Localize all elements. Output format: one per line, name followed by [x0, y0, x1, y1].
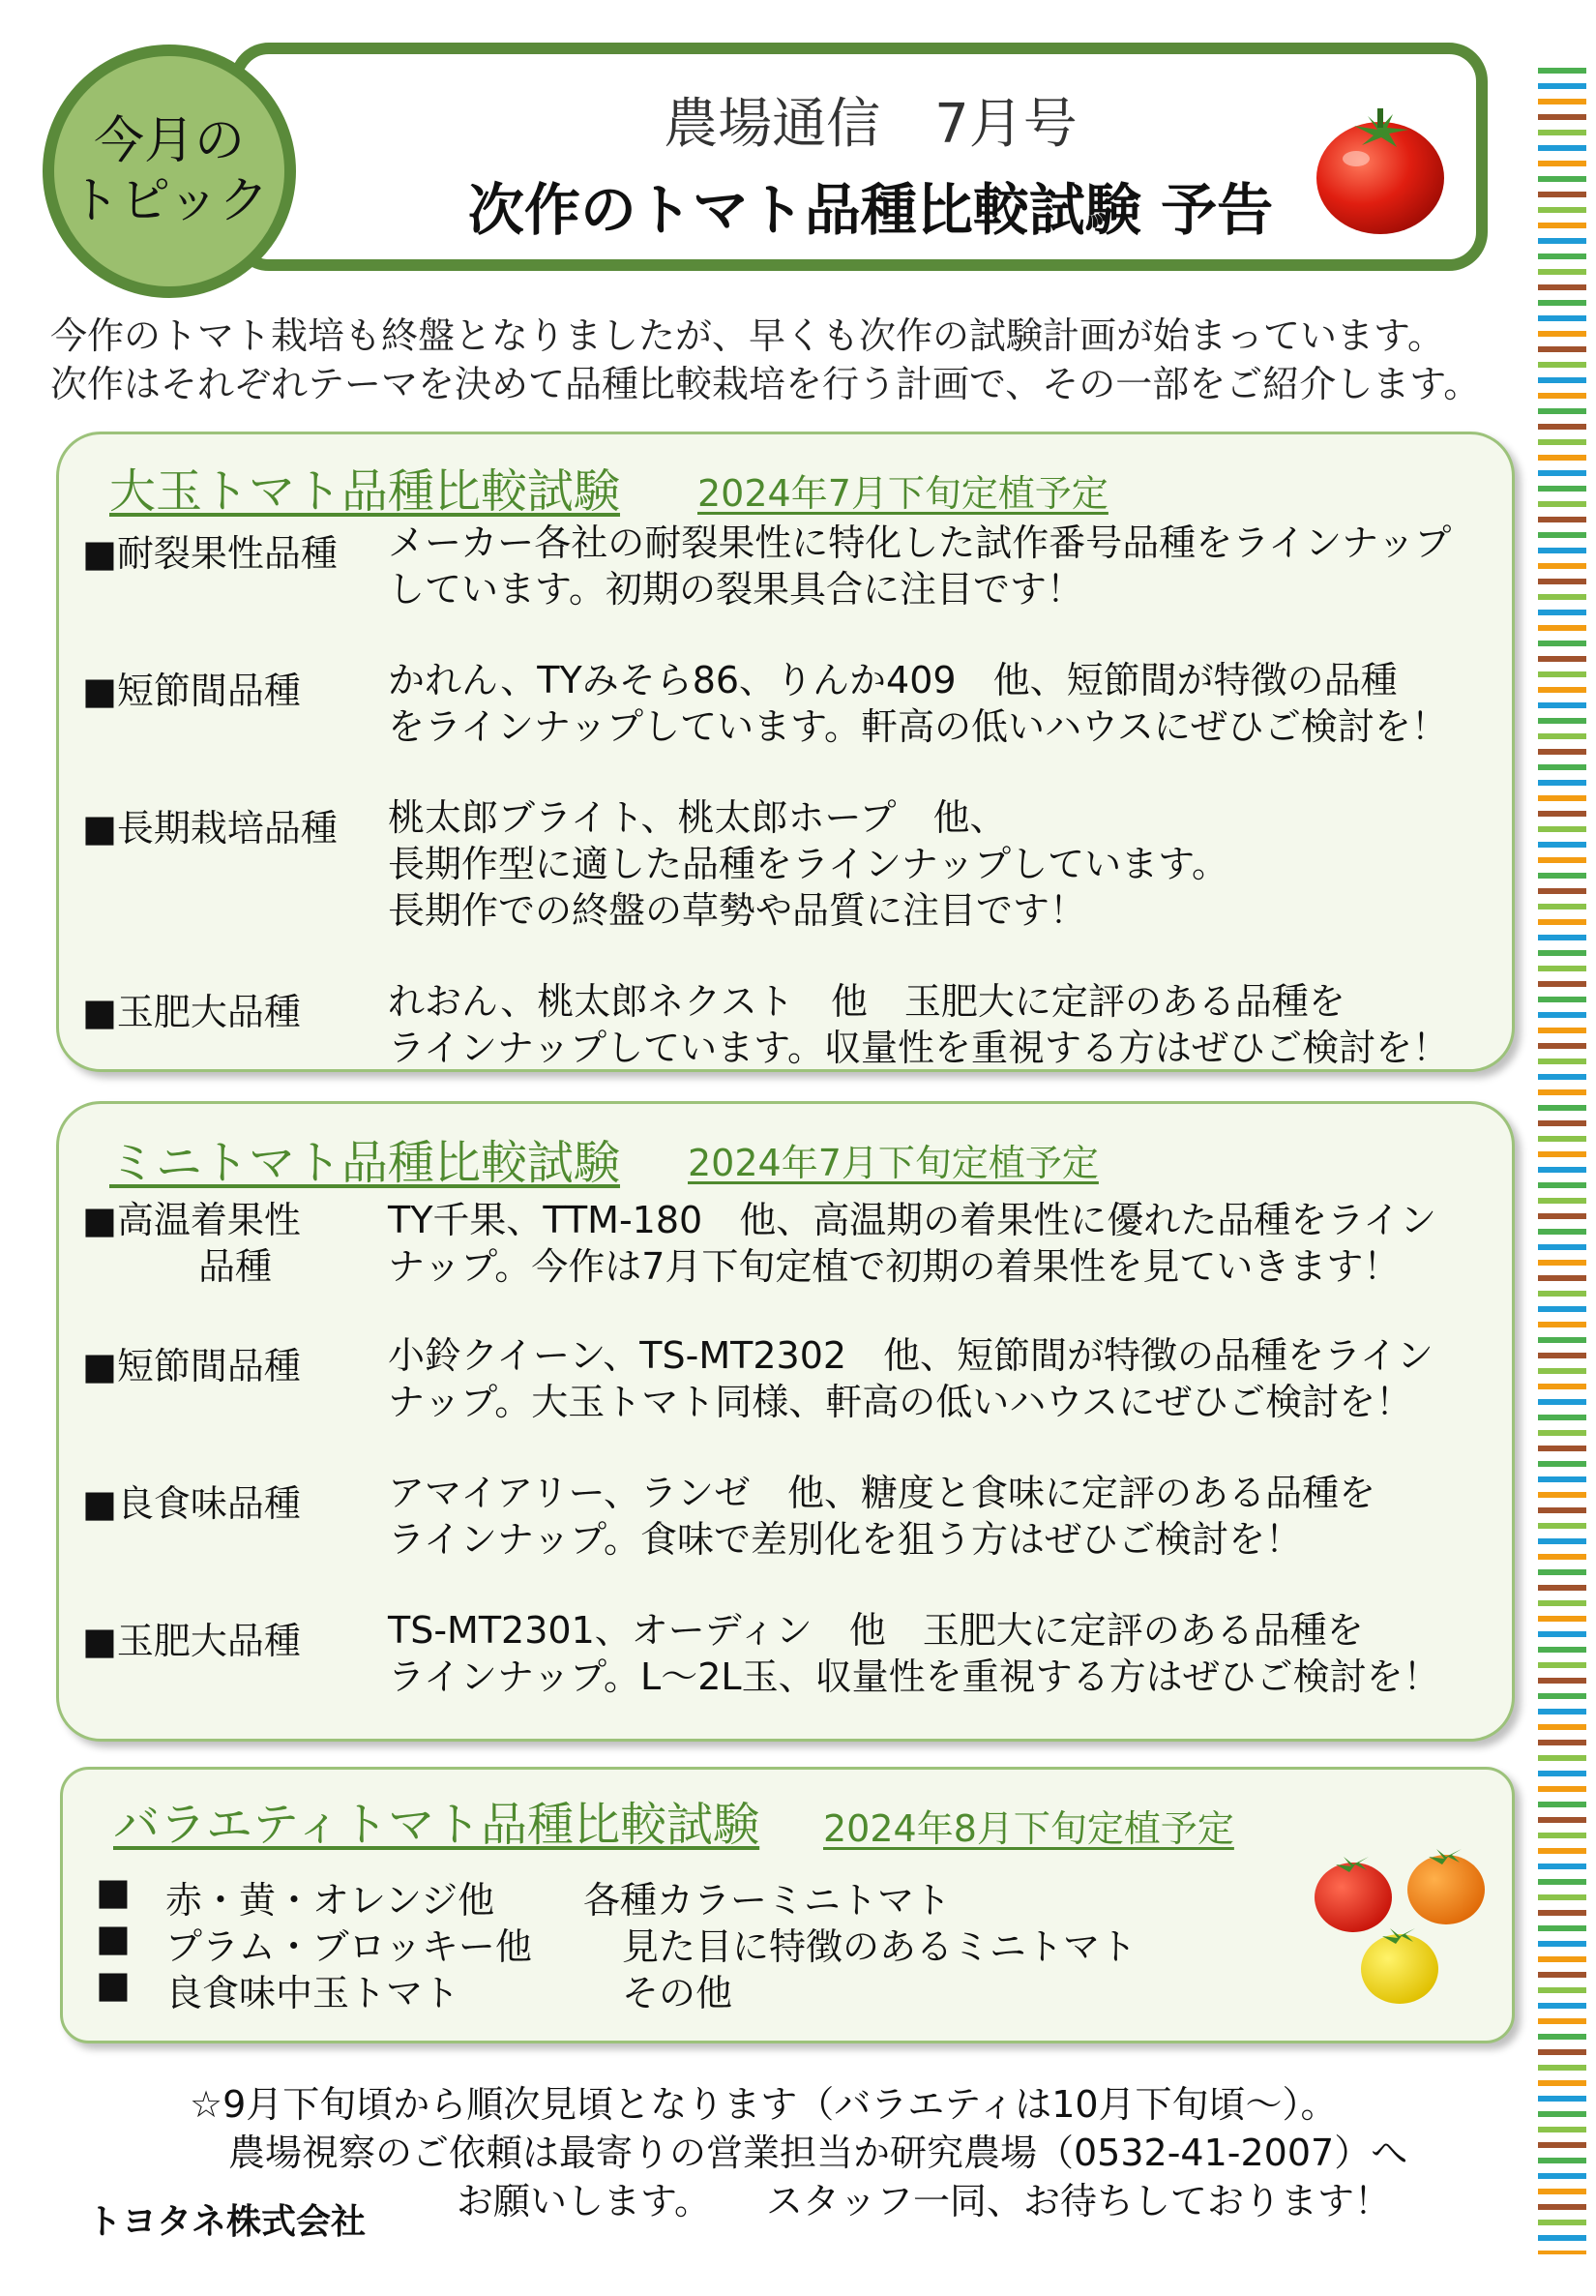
stripe	[1538, 1848, 1586, 1854]
item-label: ■玉肥大品種	[82, 1620, 301, 1662]
stripe	[1538, 2158, 1586, 2163]
stripe	[1538, 192, 1586, 197]
stripe	[1538, 1244, 1586, 1250]
intro-line2: 次作はそれぞれテーマを決めて品種比較栽培を行う計画で、その一部をご紹介します。	[50, 363, 1481, 405]
stripe	[1538, 1941, 1586, 1947]
stripe	[1538, 795, 1586, 801]
stripe	[1538, 1430, 1586, 1436]
stripe	[1538, 656, 1586, 662]
stripe	[1538, 842, 1586, 848]
stripe	[1538, 1182, 1586, 1188]
stripe	[1538, 1585, 1586, 1591]
stripe	[1538, 1384, 1586, 1389]
stripe	[1538, 269, 1586, 275]
stripe	[1538, 2127, 1586, 2132]
stripe	[1538, 1167, 1586, 1173]
section-date: 2024年7月下旬定植予定	[697, 472, 1108, 515]
section-date: 2024年7月下旬定植予定	[688, 1142, 1099, 1184]
stripe	[1538, 594, 1586, 600]
yellow-tomato-icon	[1361, 1928, 1438, 2004]
stripe	[1538, 2189, 1586, 2194]
stripe	[1538, 315, 1586, 321]
stripe	[1538, 1662, 1586, 1668]
stripe	[1538, 223, 1586, 228]
item-desc: 桃太郎ブライト、桃太郎ホープ 他、 長期作型に適した品種をラインナップしています。 長期作での終盤の草勢や品質に注目です！	[388, 796, 1229, 932]
stripe	[1538, 919, 1586, 925]
stripe	[1538, 331, 1586, 337]
stripe	[1538, 981, 1586, 987]
stripe	[1538, 2204, 1586, 2210]
section-mini-tomato	[56, 1101, 1515, 1742]
stripe	[1538, 362, 1586, 368]
item-label: ■耐裂果性品種	[82, 532, 338, 575]
stripe	[1538, 548, 1586, 553]
stripe	[1538, 1600, 1586, 1606]
stripe	[1538, 625, 1586, 631]
badge-line2: トピック	[70, 172, 269, 230]
stripe	[1538, 253, 1586, 259]
stripe	[1538, 1910, 1586, 1916]
stripe	[1538, 2034, 1586, 2040]
stripe	[1538, 1833, 1586, 1838]
stripe	[1538, 610, 1586, 615]
stripe	[1538, 2142, 1586, 2148]
stripe	[1538, 470, 1586, 476]
stripe	[1538, 1213, 1586, 1219]
stripe	[1538, 145, 1586, 151]
stripe	[1538, 1507, 1586, 1513]
stripe	[1538, 1353, 1586, 1358]
stripe	[1538, 718, 1586, 724]
stripe	[1538, 1151, 1586, 1157]
item-label: ■高温着果性 品種	[82, 1199, 301, 1288]
stripe	[1538, 702, 1586, 708]
stripe	[1538, 1120, 1586, 1126]
stripe	[1538, 764, 1586, 770]
stripe	[1538, 780, 1586, 786]
list-item: ■ プラム・ブロッキー他 見た目に特徴のあるミニトマト	[96, 1917, 1138, 1968]
stripe	[1538, 811, 1586, 817]
stripe	[1538, 130, 1586, 135]
stripe	[1538, 888, 1586, 894]
stripe	[1538, 439, 1586, 445]
stripe	[1538, 1569, 1586, 1575]
item-desc: TY千果、TTM-180 他、高温期の着果性に優れた品種をライン ナップ。今作は7月下旬定植で初期の着果性を見ていきます！	[388, 1199, 1437, 1288]
stripe	[1538, 2220, 1586, 2225]
stripe	[1538, 1817, 1586, 1823]
stripe	[1538, 83, 1586, 89]
stripe	[1538, 1771, 1586, 1776]
stripe	[1538, 1492, 1586, 1498]
stripe	[1538, 68, 1586, 74]
stripe	[1538, 1538, 1586, 1544]
stripe	[1538, 1879, 1586, 1885]
item-desc: メーカー各社の耐裂果性に特化した試作番号品種をラインナップ しています。初期の裂果具合に注目です！	[388, 522, 1452, 611]
stripe	[1538, 1647, 1586, 1653]
stripe	[1538, 1693, 1586, 1699]
stripe	[1538, 1043, 1586, 1049]
stripe	[1538, 1028, 1586, 1033]
stripe	[1538, 1616, 1586, 1622]
headline: 次作のトマト品種比較試験 予告	[467, 177, 1274, 243]
stripe	[1538, 1476, 1586, 1482]
item-label: ■短節間品種	[82, 670, 301, 712]
stripe	[1538, 1925, 1586, 1931]
stripe	[1538, 1678, 1586, 1684]
stripe	[1538, 238, 1586, 244]
stripe	[1538, 1864, 1586, 1869]
stripe	[1538, 1709, 1586, 1715]
stripe	[1538, 1322, 1586, 1327]
stripe	[1538, 1229, 1586, 1235]
item-desc: TS-MT2301、オーディン 他 玉肥大に定評のある品種を ラインナップ。L～2L玉、収量性を重視する方はぜひご検討を！	[388, 1609, 1440, 1698]
stripe	[1538, 455, 1586, 461]
orange-tomato-icon	[1407, 1849, 1485, 1924]
stripe	[1538, 1972, 1586, 1978]
stripe	[1538, 966, 1586, 971]
stripe	[1538, 1306, 1586, 1312]
company-name: トヨタネ株式会社	[87, 2202, 367, 2242]
stripe	[1538, 641, 1586, 646]
stripe	[1538, 517, 1586, 522]
stripe	[1538, 300, 1586, 306]
section-date: 2024年8月下旬定植予定	[823, 1807, 1234, 1850]
section-title: 大玉トマト品種比較試験	[109, 464, 621, 519]
stripe	[1538, 563, 1586, 569]
stripe	[1538, 2251, 1586, 2254]
stripe	[1538, 1291, 1586, 1297]
stripe	[1538, 1337, 1586, 1343]
stripe	[1538, 2173, 1586, 2179]
stripe	[1538, 873, 1586, 879]
topic-badge	[43, 45, 296, 298]
stripe	[1538, 114, 1586, 120]
stripe	[1538, 2096, 1586, 2102]
item-desc: かれん、TYみそら86、りんか409 他、短節間が特徴の品種 をラインナップしています。軒高の低いハウスにぜひご検討を！	[388, 659, 1448, 748]
red-tomato-icon	[1315, 1857, 1392, 1932]
stripe	[1538, 176, 1586, 182]
stripe	[1538, 1074, 1586, 1080]
stripe	[1538, 1105, 1586, 1111]
stripe	[1538, 579, 1586, 584]
stripe	[1538, 857, 1586, 863]
item-desc: れおん、桃太郎ネクスト 他 玉肥大に定評のある品種を ラインナップしています。収量性を重視する方はぜひご検討を！	[388, 980, 1450, 1069]
stripe	[1538, 1523, 1586, 1529]
stripe	[1538, 1786, 1586, 1792]
stripe	[1538, 1059, 1586, 1064]
stripe	[1538, 2018, 1586, 2024]
stripe	[1538, 1461, 1586, 1467]
stripe	[1538, 2080, 1586, 2086]
stripe	[1538, 2065, 1586, 2071]
stripe	[1538, 1136, 1586, 1142]
stripe	[1538, 532, 1586, 538]
stripe	[1538, 207, 1586, 213]
stripe	[1538, 671, 1586, 677]
stripe	[1538, 377, 1586, 383]
stripe	[1538, 1740, 1586, 1745]
stripe	[1538, 2003, 1586, 2009]
stripe	[1538, 1368, 1586, 1374]
stripe	[1538, 1755, 1586, 1761]
footer-line2: 農場視察のご依頼は最寄りの営業担当か研究農場（0532-41-2007）へ	[228, 2132, 1408, 2174]
stripe	[1538, 1802, 1586, 1807]
stripe	[1538, 1894, 1586, 1900]
item-label: ■良食味品種	[82, 1482, 301, 1525]
stripe	[1538, 1415, 1586, 1420]
tomato-icon	[1308, 99, 1453, 244]
stripe	[1538, 424, 1586, 430]
stripe	[1538, 1275, 1586, 1281]
item-desc: 小鈴クイーン、TS-MT2302 他、短節間が特徴の品種をライン ナップ。大玉トマト同様、軒高の低いハウスにぜひご検討を！	[388, 1334, 1433, 1423]
stripe	[1538, 486, 1586, 492]
stripe	[1538, 1956, 1586, 1962]
item-desc: アマイアリー、ランゼ 他、糖度と食味に定評のある品種を ラインナップ。食味で差別化を狙う方はぜひご検討を！	[388, 1472, 1376, 1561]
stripe	[1538, 393, 1586, 399]
footer-line1: ☆9月下旬頃から順次見頃となります（バラエティは10月下旬頃～）。	[190, 2083, 1338, 2126]
stripe	[1538, 161, 1586, 166]
stripe	[1538, 2235, 1586, 2241]
item-label: ■長期栽培品種	[82, 807, 338, 850]
stripe	[1538, 935, 1586, 940]
stripe	[1538, 950, 1586, 956]
small-tomatoes	[1311, 1826, 1494, 2010]
section-variety-tomato	[60, 1767, 1515, 2043]
stripe	[1538, 1554, 1586, 1560]
stripe	[1538, 733, 1586, 739]
newsletter-title: 農場通信 7月号	[664, 93, 1078, 156]
stripe	[1538, 2111, 1586, 2117]
stripe	[1538, 501, 1586, 507]
badge-line1: 今月の	[93, 112, 245, 170]
stripe	[1538, 1012, 1586, 1018]
footer-line3: お願いします。 スタッフ一同、お待ちしております！	[457, 2180, 1391, 2222]
item-label: ■短節間品種	[82, 1345, 301, 1387]
stripe	[1538, 1089, 1586, 1095]
list-item: ■ 赤・黄・オレンジ他 各種カラーミニトマト	[96, 1870, 952, 1922]
list-item: ■ 良食味中玉トマト その他	[96, 1963, 733, 2014]
section-title: バラエティトマト品種比較試験	[113, 1798, 760, 1852]
stripe	[1538, 284, 1586, 290]
stripe	[1538, 1631, 1586, 1637]
stripe	[1538, 687, 1586, 693]
stripe	[1538, 1987, 1586, 1993]
stripe	[1538, 997, 1586, 1002]
section-large-tomato	[56, 432, 1515, 1072]
stripe	[1538, 1260, 1586, 1266]
intro-line1: 今作のトマト栽培も終盤となりましたが、早くも次作の試験計画が始まっています。	[50, 314, 1444, 357]
item-label: ■玉肥大品種	[82, 991, 301, 1033]
decorative-stripes	[1538, 68, 1586, 2254]
stripe	[1538, 826, 1586, 832]
stripe	[1538, 1198, 1586, 1204]
stripe	[1538, 1446, 1586, 1451]
stripe	[1538, 408, 1586, 414]
stripe	[1538, 1399, 1586, 1405]
stripe	[1538, 346, 1586, 352]
stripe	[1538, 904, 1586, 909]
stripe	[1538, 99, 1586, 104]
stripe	[1538, 1724, 1586, 1730]
stripe	[1538, 749, 1586, 755]
stripe	[1538, 2049, 1586, 2055]
section-title: ミニトマト品種比較試験	[109, 1136, 621, 1190]
